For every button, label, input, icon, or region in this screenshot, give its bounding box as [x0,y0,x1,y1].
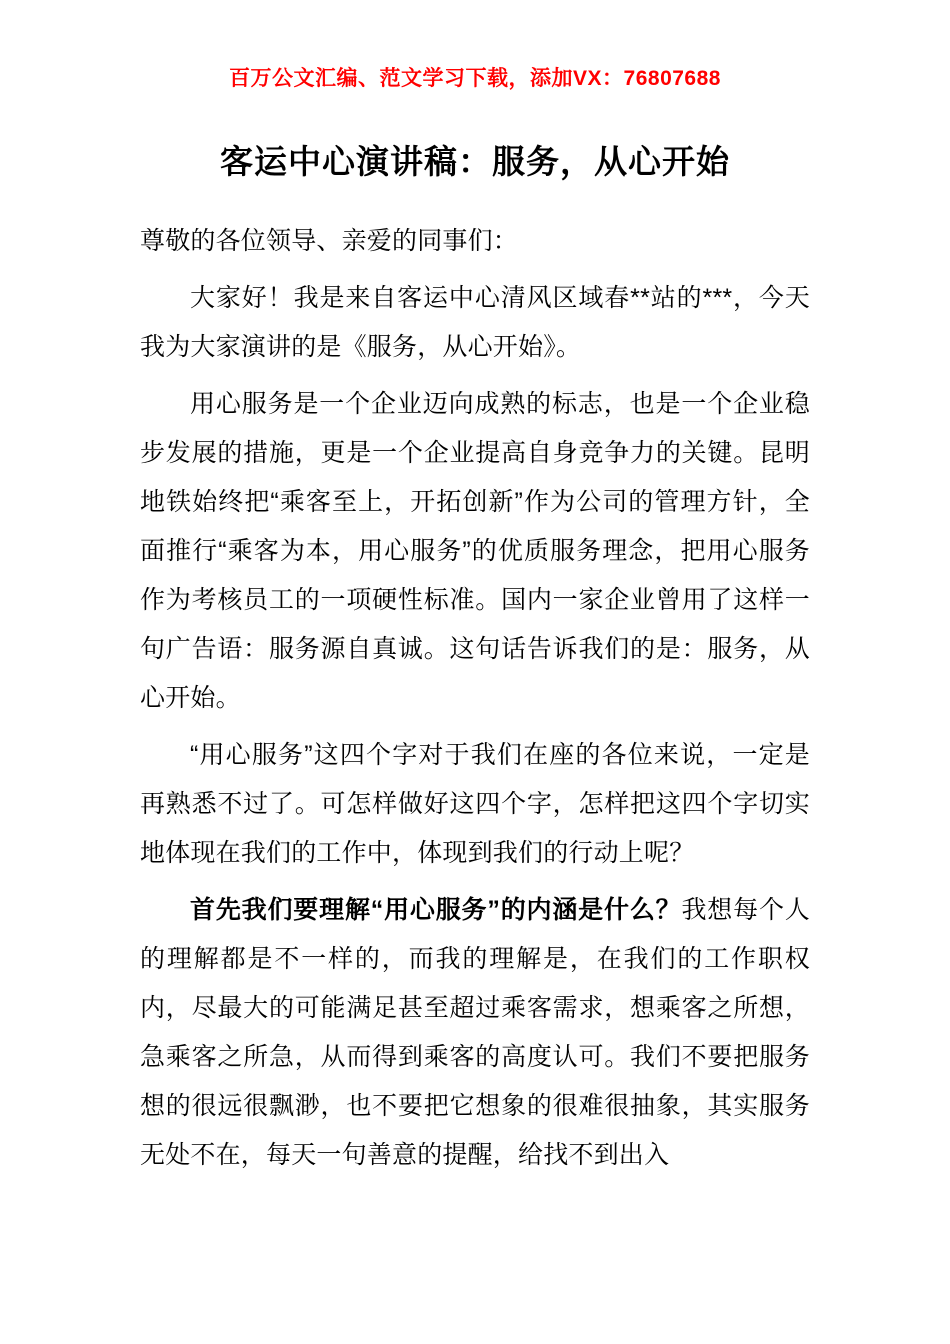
paragraph-text: 用心服务是一个企业迈向成熟的标志，也是一个企业稳步发展的措施，更是一个企业提高自身竞争力的关键。昆明地铁始终把“乘客至上，开拓创新”作为公司的管理方针，全面推行“乘客为本，用心服务”的优质服务理念，把用心服务作为考核员工的一项硬性标准。国内一家企业曾用了这样一句广告语：服务源自真诚。这句话告诉我们的是：服务，从心开始。 [140,390,810,712]
paragraph-body-1 [140,380,810,723]
paragraph-body-2 [140,731,810,878]
paragraph-body-3 [140,886,810,1180]
paragraph-text: 我想每个人的理解都是不一样的，而我的理解是，在我们的工作职权内，尽最大的可能满足甚至超过乘客需求，想乘客之所想，急乘客之所急，从而得到乘客的高度认可。我们不要把服务想的很远很飘渺，也不要把它想象的很难很抽象，其实服务无处不在，每天一句善意的提醒，给找不到出入 [140,896,810,1169]
paragraph-salutation [140,217,810,266]
page-title: 客运中心演讲稿：服务，从心开始 [220,143,730,180]
document-body [140,217,810,1180]
paragraph-lead-emphasis: 首先我们要理解“用心服务”的内涵是什么？ [190,896,682,924]
paragraph-text: 大家好！我是来自客运中心清风区域春**站的***，今天我为大家演讲的是《服务，从心开始》。 [140,284,810,361]
paragraph-text: 尊敬的各位领导、亲爱的同事们： [140,227,519,255]
paragraph-greeting [140,274,810,372]
watermark-promo-text: 百万公文汇编、范文学习下载，添加VX：76807688 [229,67,721,90]
paragraph-text: “用心服务”这四个字对于我们在座的各位来说，一定是再熟悉不过了。可怎样做好这四个字，怎样把这四个字切实地体现在我们的工作中，体现到我们的行动上呢？ [140,741,810,867]
